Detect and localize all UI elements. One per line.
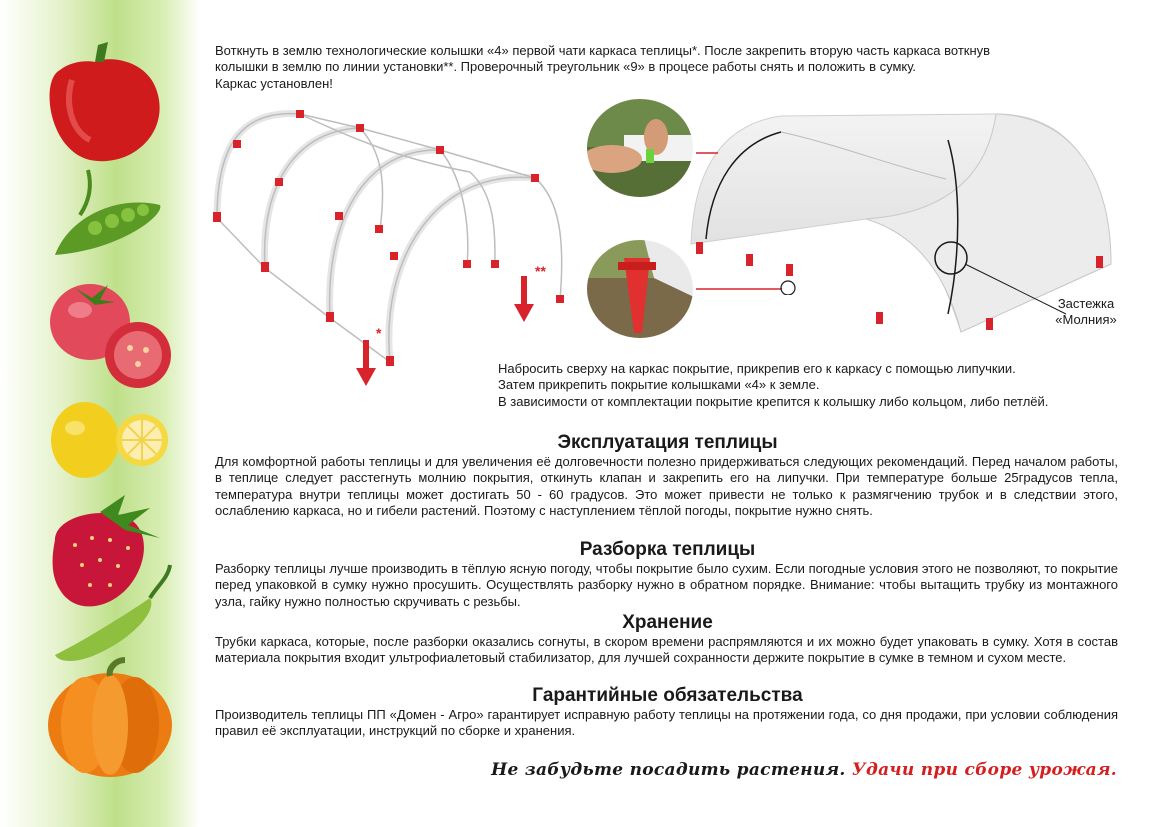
cover-line: В зависимости от комплектации покрытие крепится к колышку либо кольцом, либо петлёй. (498, 393, 1049, 409)
zipper-label-line: «Молния» (1055, 312, 1117, 327)
section-title-disassembly: Разборка теплицы (579, 539, 756, 560)
intro-line: Воткнуть в землю технологические колышки «4» первой чати каркаса теплицы*. После закрепить вторую часть каркаса воткнув (215, 43, 991, 58)
greenhouse-frame-illustration (205, 100, 575, 400)
strawberry-icon (53, 495, 160, 606)
intro-text (215, 43, 1120, 92)
arrow-down-icon (514, 276, 534, 322)
vegetables-illustration (0, 0, 200, 827)
cover-instructions (498, 361, 1123, 410)
pea-pod-icon (55, 170, 160, 255)
frame-marker-double: ** (535, 263, 546, 279)
closing-slogan-part2: Удачи при сборе урожая. (851, 760, 1117, 780)
tomato-icon (50, 284, 171, 388)
velcro-attach-photo (584, 97, 696, 200)
arrow-down-icon (356, 340, 376, 386)
frame-marker-single: * (376, 325, 382, 341)
zipper-label (1036, 296, 1136, 328)
pepper-icon (50, 42, 160, 161)
section-title-operation: Эксплуатация теплицы (557, 432, 778, 453)
peg-attach-photo (584, 238, 696, 341)
lemon-icon (51, 402, 168, 478)
section-text-warranty: Производитель теплицы ПП «Домен - Агро» гарантирует исправную работу теплицы на протяжении года, со дня продажи, при условии соблюдения правил её эксплуатации, инструкций по сборке и хранения. (215, 707, 1118, 739)
section-title-storage: Хранение (622, 612, 713, 633)
section-text-operation: Для комфортной работы теплицы и для увеличения её долговечности полезно придерживаться следующих рекомендаций. Перед началом работы, в теплице следует расстегнуть молнию покрытия, откинуть клапан и закрепить его на липучки. При температуре больше 25градусов тепла, температура внутри теплицы может достигать 50 - 60 градусов. Это может привести не только к размягчению трубок и в следствии этого, ослаблению каркаса, но и гибели растений. Поэтому с наступлением тёплой погоды, покрытие нужно снять. (215, 454, 1118, 519)
zipper-label-line: Застежка (1057, 296, 1115, 311)
closing-slogan (491, 760, 1117, 780)
cover-line: Набросить сверху на каркас покрытие, прикрепив его к каркасу с помощью липучкии. (498, 361, 1016, 376)
closing-slogan-part1: Не забудьте посадить растения. (491, 760, 846, 780)
section-text-disassembly: Разборку теплицы лучше производить в тёплую ясную погоду, чтобы покрытие было сухим. Если погодные условия этого не позволяют, то покрытие перед упаковкой в сумку нужно просушить. Осуществлять разборку нужно в обратном порядке. Внимание: чтобы вытащить трубку из монтажного узла, гайку нужно полностью скручивать с резьбы. (215, 561, 1118, 609)
cover-line: Затем прикрепить покрытие колышками «4» к земле. (498, 377, 820, 393)
callout-connectors (690, 150, 800, 295)
intro-line: колышки в землю по линии установки**. Проверочный треугольник «9» в процесе работы снять и положить в сумку. (215, 59, 917, 75)
section-title-warranty: Гарантийные обязательства (532, 685, 803, 706)
intro-line: Каркас установлен! (215, 75, 333, 91)
vegetable-sidebar (0, 0, 200, 827)
section-text-storage: Трубки каркаса, которые, после разборки оказались согнуты, в скором времени распрямляются и их можно будет упаковать в сумку. Хотя в состав материала покрытия входит ультрофиалетовый стабилизатор, для лучшей сохранности держите покрытие в сумке в темном и сухом месте. (215, 634, 1118, 666)
pumpkin-icon (48, 660, 172, 777)
